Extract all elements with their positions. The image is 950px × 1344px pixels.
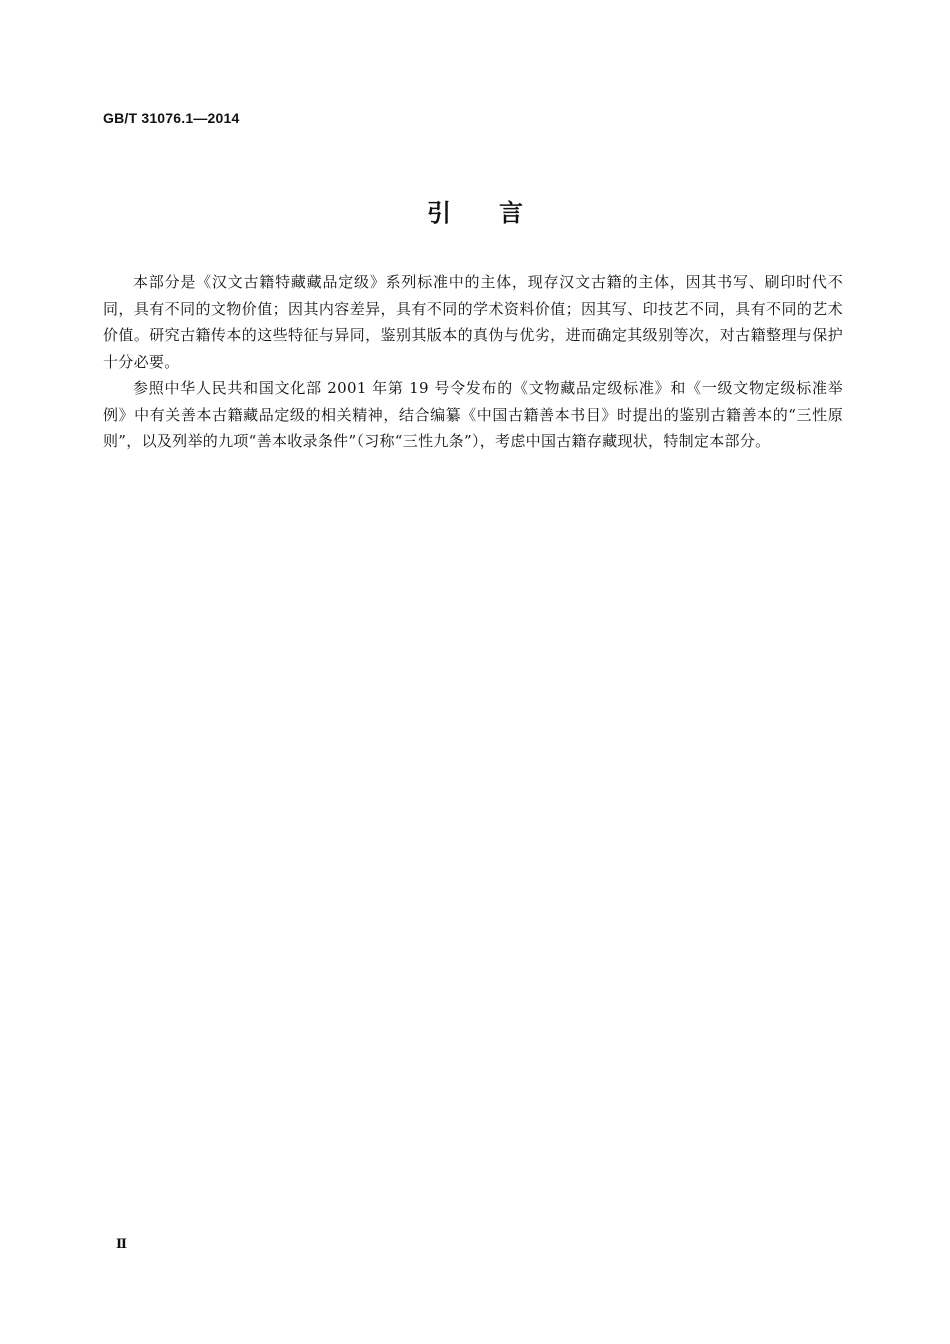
introduction-body: [103, 269, 843, 455]
section-title: 引言: [427, 199, 571, 227]
paragraph-2: 参照中华人民共和国文化部 2001 年第 19 号令发布的《文物藏品定级标准》和《一级文物定级标准举例》中有关善本古籍藏品定级的相关精神，结合编纂《中国古籍善本书目》时提出的鉴别古籍善本的“三性原则”，以及列举的九项“善本收录条件”（习称“三性九条”），考虑中国古籍存藏现状，特制定本部分。: [103, 379, 843, 450]
paragraph-1: 本部分是《汉文古籍特藏藏品定级》系列标准中的主体，现存汉文古籍的主体，因其书写、刷印时代不同，具有不同的文物价值；因其内容差异，具有不同的学术资料价值；因其写、印技艺不同，具有不同的艺术价值。研究古籍传本的这些特征与异同，鉴别其版本的真伪与优劣，进而确定其级别等次，对古籍整理与保护十分必要。: [103, 273, 843, 371]
standard-number: GB/T 31076.1—2014: [103, 110, 240, 126]
page-number: Ⅱ: [116, 1237, 127, 1252]
